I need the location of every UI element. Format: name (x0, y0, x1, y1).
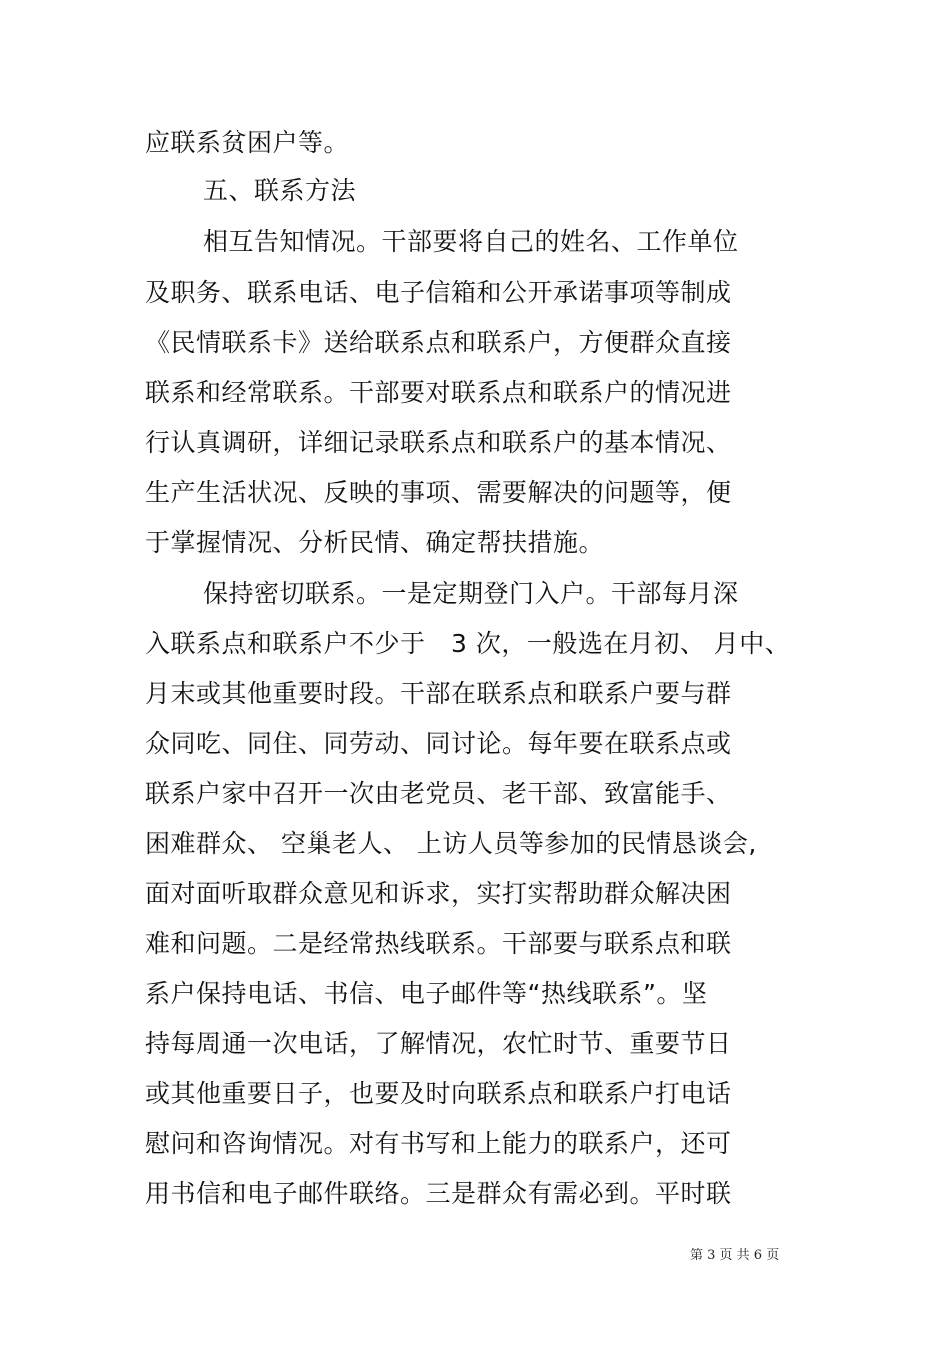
text-line: 或其他重要日子，也要及时向联系点和联系户打电话 (145, 1079, 732, 1108)
page-number-footer: 第 3 页 共 6 页 (690, 1248, 780, 1263)
text-line: 于掌握情况、分析民情、确定帮扶措施。 (145, 528, 605, 557)
text-line: 保持密切联系。一是定期登门入户。干部每月深 (203, 579, 739, 608)
text-line: 生产生活状况、反映的事项、需要解决的问题等，便 (145, 478, 732, 507)
text-line: 用书信和电子邮件联络。三是群众有需必到。平时联 (145, 1179, 732, 1208)
text-line: 及职务、联系电话、电子信箱和公开承诺事项等制成 (145, 278, 732, 307)
text-line: 难和问题。二是经常热线联系。干部要与联系点和联 (145, 929, 732, 958)
text-line: 应联系贫困户等。 (145, 128, 350, 157)
text-line: 众同吃、同住、同劳动、同讨论。每年要在联系点或 (145, 729, 732, 758)
text-line: 持每周通一次电话，了解情况，农忙时节、重要节日 (145, 1029, 732, 1058)
text-line: 面对面听取群众意见和诉求，实打实帮助群众解决困 (145, 879, 732, 908)
text-line: 慰问和咨询情况。对有书写和上能力的联系户，还可 (145, 1129, 732, 1158)
text-line: 月末或其他重要时段。干部在联系点和联系户要与群 (145, 679, 732, 708)
text-line: 入联系点和联系户不少于 3 次，一般选在月初、 月中、 (145, 629, 791, 658)
section-heading: 五、联系方法 (203, 176, 357, 205)
text-line: 联系和经常联系。干部要对联系点和联系户的情况进 (145, 378, 732, 407)
text-line: 《民情联系卡》送给联系点和联系户，方便群众直接 (145, 328, 732, 357)
text-line: 相互告知情况。干部要将自己的姓名、工作单位 (203, 227, 739, 256)
text-line: 行认真调研，详细记录联系点和联系户的基本情况、 (145, 428, 732, 457)
text-line: 困难群众、 空巢老人、 上访人员等参加的民情恳谈会, (145, 829, 757, 858)
text-line: 系户保持电话、书信、电子邮件等“热线联系”。坚 (145, 979, 708, 1008)
text-line: 联系户家中召开一次由老党员、老干部、致富能手、 (145, 779, 732, 808)
